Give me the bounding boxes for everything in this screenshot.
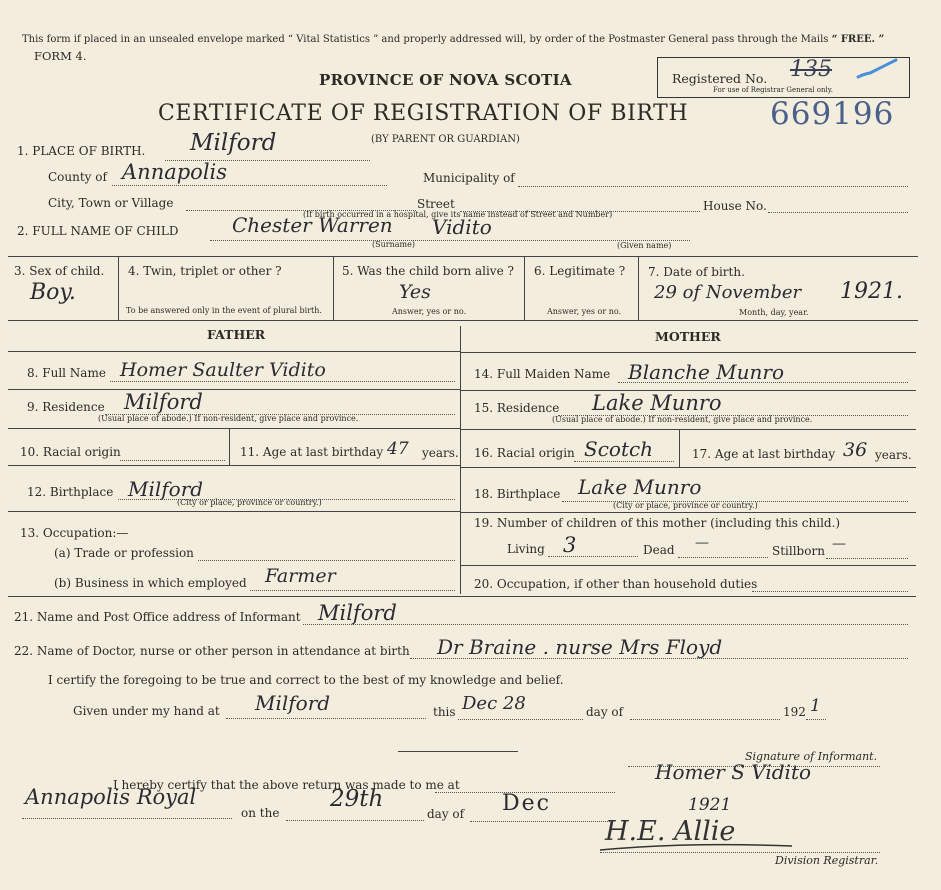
- county-label: County of: [48, 170, 107, 184]
- mother-birthplace-value: Lake Munro: [578, 475, 702, 499]
- business-label: (b) Business in which employed: [54, 576, 247, 590]
- father-residence-value: Milford: [124, 390, 203, 414]
- given-under-value: Milford: [255, 691, 331, 715]
- place-of-birth-label: 1. PLACE OF BIRTH.: [17, 144, 146, 158]
- divider: [8, 389, 460, 390]
- divider: [461, 512, 916, 513]
- attendant-value: Dr Braine . nurse Mrs Floyd: [437, 635, 723, 659]
- given-name-caption: (Given name): [617, 241, 672, 250]
- divider: [638, 256, 639, 320]
- mother-birthplace-note: (City or place, province or country.): [613, 501, 758, 510]
- born-alive-label: 5. Was the child born alive ?: [342, 264, 514, 278]
- year-label: 192: [783, 705, 806, 719]
- mother-racial-label: 16. Racial origin: [474, 446, 575, 460]
- year-suffix-value: 1: [810, 696, 821, 716]
- living-value: 3: [563, 533, 577, 557]
- divider: [679, 430, 680, 467]
- father-birthplace-note: (City or place, province or country.): [177, 498, 322, 507]
- children-count-label: 19. Number of children of this mother (including this child.): [474, 516, 841, 530]
- father-birthplace-label: 12. Birthplace: [27, 485, 114, 499]
- divider: [524, 256, 525, 320]
- mother-residence-value: Lake Munro: [592, 391, 722, 415]
- dob-label: 7. Date of birth.: [648, 265, 745, 279]
- father-residence-label: 9. Residence: [27, 400, 105, 414]
- mother-age-value: 36: [843, 439, 868, 461]
- divider: [8, 465, 460, 466]
- child-surname-value: Vidito: [432, 215, 492, 239]
- registrar-year-value: 1921: [688, 795, 732, 815]
- divider: [229, 429, 230, 465]
- registrar-day-of-label: day of: [427, 807, 465, 821]
- divider: [461, 429, 916, 430]
- postal-notice: This form if placed in an unsealed envelope marked “ Vital Statistics ” and properly addressed will, by order of the Postmaster General pass through the Mails “ FREE. ”: [22, 34, 885, 45]
- free-label: “ FREE. ”: [831, 34, 885, 45]
- stillborn-value: —: [832, 536, 846, 552]
- divider: [8, 320, 918, 321]
- signature-flourish: [596, 840, 796, 856]
- father-years-label: years.: [422, 446, 459, 460]
- sex-label: 3. Sex of child.: [14, 264, 105, 278]
- registrar-note: For use of Registrar General only.: [713, 86, 833, 94]
- day-of-label: day of: [586, 705, 624, 719]
- mother-occupation-label: 20. Occupation, if other than household duties: [474, 577, 758, 591]
- father-residence-note: (Usual place of abode.) If non-resident, give place and province.: [98, 414, 359, 423]
- divider: [461, 467, 916, 468]
- father-racial-label: 10. Racial origin: [20, 445, 121, 459]
- surname-caption: (Surname): [372, 240, 415, 249]
- municipality-label: Municipality of: [423, 171, 515, 185]
- page-subtitle: (BY PARENT OR GUARDIAN): [371, 134, 520, 145]
- father-age-value: 47: [387, 439, 409, 459]
- division-registrar-label: Division Registrar.: [775, 854, 879, 867]
- legitimate-label: 6. Legitimate ?: [534, 264, 626, 278]
- father-occupation-label: 13. Occupation:—: [20, 526, 129, 540]
- county-value: Annapolis: [122, 160, 228, 184]
- form-number: FORM 4.: [34, 49, 87, 63]
- dead-value: —: [695, 535, 709, 551]
- page-title: CERTIFICATE OF REGISTRATION OF BIRTH: [158, 101, 689, 126]
- child-name-label: 2. FULL NAME OF CHILD: [17, 224, 179, 238]
- mother-age-label: 17. Age at last birthday: [692, 447, 836, 461]
- registrar-place-value: Annapolis Royal: [25, 785, 197, 809]
- sex-value: Boy.: [30, 280, 76, 305]
- informant-value: Milford: [318, 601, 397, 625]
- dob-note: Month, day, year.: [739, 308, 809, 317]
- on-the-label: on the: [241, 806, 280, 820]
- house-no-label: House No.: [703, 199, 767, 213]
- city-label: City, Town or Village: [48, 196, 174, 210]
- certify-statement: I certify the foregoing to be true and correct to the best of my knowledge and belief.: [48, 673, 564, 687]
- legitimate-note: Answer, yes or no.: [547, 307, 622, 316]
- attendant-label: 22. Name of Doctor, nurse or other person in attendance at birth: [14, 644, 410, 658]
- mother-racial-value: Scotch: [584, 437, 654, 461]
- informant-signature: Homer S Vidito: [655, 760, 812, 784]
- informant-label: 21. Name and Post Office address of Informant: [14, 610, 301, 624]
- dob-year: 1921.: [840, 279, 903, 304]
- father-age-label: 11. Age at last birthday: [240, 445, 384, 459]
- registrar-day-value: 29th: [330, 786, 384, 812]
- registrar-certify: I hereby certify that the above return was made to me at: [113, 778, 460, 792]
- divider: [461, 565, 916, 566]
- mother-name-value: Blanche Munro: [628, 360, 785, 384]
- trade-label: (a) Trade or profession: [54, 546, 194, 560]
- registrar-month-value: Dec: [502, 791, 551, 816]
- living-label: Living: [507, 542, 545, 556]
- father-name-label: 8. Full Name: [27, 366, 106, 380]
- mother-years-label: years.: [875, 448, 912, 462]
- mother-residence-label: 15. Residence: [474, 401, 560, 415]
- twin-note: To be answered only in the event of plural birth.: [126, 306, 322, 315]
- stillborn-label: Stillborn: [772, 544, 825, 558]
- mother-name-label: 14. Full Maiden Name: [474, 367, 611, 381]
- registrar-signature: H.E. Allie: [605, 816, 736, 847]
- divider: [8, 511, 460, 512]
- place-of-birth-value: Milford: [190, 130, 277, 156]
- given-under-label: Given under my hand at: [73, 704, 220, 718]
- father-name-value: Homer Saulter Vidito: [120, 359, 326, 381]
- short-rule: [398, 751, 518, 752]
- divider: [8, 256, 918, 257]
- twin-label: 4. Twin, triplet or other ?: [128, 264, 282, 278]
- dob-value: 29 of November: [654, 282, 802, 303]
- born-alive-note: Answer, yes or no.: [392, 307, 467, 316]
- born-alive-value: Yes: [399, 281, 431, 303]
- dead-label: Dead: [643, 543, 675, 557]
- checkmark-icon: [856, 58, 898, 80]
- hospital-note: (If birth occurred in a hospital, give its name instead of Street and Number): [303, 210, 613, 219]
- registered-no-value: 135: [790, 57, 832, 82]
- this-label: this: [433, 705, 456, 719]
- mother-birthplace-label: 18. Birthplace: [474, 487, 561, 501]
- mother-residence-note: (Usual place of abode.) If non-resident, give place and province.: [552, 415, 813, 424]
- child-given-value: Chester Warren: [232, 213, 393, 237]
- mother-heading: MOTHER: [655, 329, 721, 344]
- registered-no-label: Registered No.: [672, 71, 768, 86]
- province-title: PROVINCE OF NOVA SCOTIA: [319, 71, 572, 89]
- father-heading: FATHER: [207, 327, 266, 342]
- this-date-value: Dec 28: [462, 693, 526, 714]
- divider: [118, 256, 119, 320]
- divider: [8, 428, 460, 429]
- divider: [8, 596, 916, 597]
- divider: [461, 352, 916, 353]
- registration-number: 669196: [770, 96, 895, 132]
- divider: [333, 256, 334, 320]
- divider: [8, 351, 460, 352]
- column-divider: [460, 326, 461, 594]
- business-value: Farmer: [265, 565, 336, 587]
- father-birthplace-value: Milford: [128, 477, 204, 501]
- street-label: Street: [417, 197, 455, 211]
- informant-signature-label: Signature of Informant.: [745, 750, 878, 763]
